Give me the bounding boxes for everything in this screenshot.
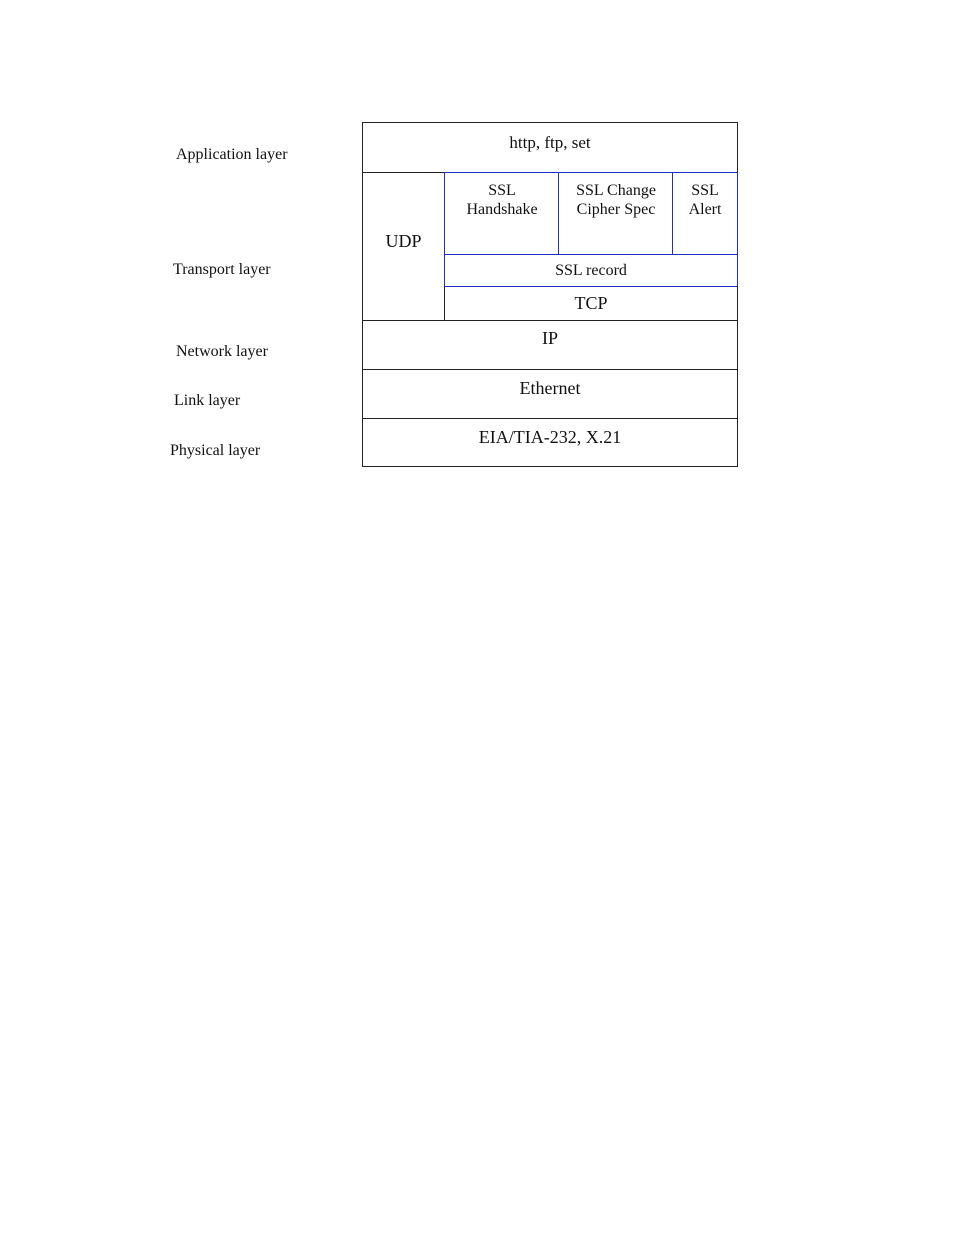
ssl-record-box: [444, 254, 738, 287]
udp-text: UDP: [385, 231, 422, 251]
transport-layer-label: Transport layer: [173, 261, 271, 278]
application-protocols-box: [362, 122, 738, 173]
ssl-change-cipher-line1: SSL Change: [576, 182, 656, 199]
ssl-change-cipher-line2: Cipher Spec: [576, 201, 656, 218]
ssl-alert-line1: SSL: [691, 182, 719, 199]
ip-text: IP: [541, 328, 558, 348]
application-protocols-text: http, ftp, set: [509, 133, 591, 152]
application-layer-label: Application layer: [176, 146, 288, 163]
network-layer-label: Network layer: [176, 343, 268, 360]
ssl-handshake-box: [444, 172, 559, 255]
ssl-alert-line2: Alert: [688, 201, 722, 218]
ssl-change-cipher-spec-box: [558, 172, 673, 255]
tcp-text: TCP: [574, 293, 608, 313]
physical-layer-label: Physical layer: [170, 442, 261, 459]
physical-protocols-text: EIA/TIA-232, X.21: [478, 427, 622, 447]
ssl-handshake-line2: Handshake: [466, 201, 538, 218]
link-layer-label: Link layer: [174, 392, 241, 409]
ssl-record-text: SSL record: [555, 261, 627, 279]
ethernet-text: Ethernet: [519, 378, 581, 398]
ethernet-box: [362, 369, 738, 419]
physical-protocols-box: [362, 418, 738, 467]
ssl-alert-box: [672, 172, 738, 255]
udp-box: [362, 172, 445, 321]
ssl-handshake-line1: SSL: [488, 182, 516, 199]
ip-box: [362, 320, 738, 370]
tcp-box: [444, 286, 738, 321]
